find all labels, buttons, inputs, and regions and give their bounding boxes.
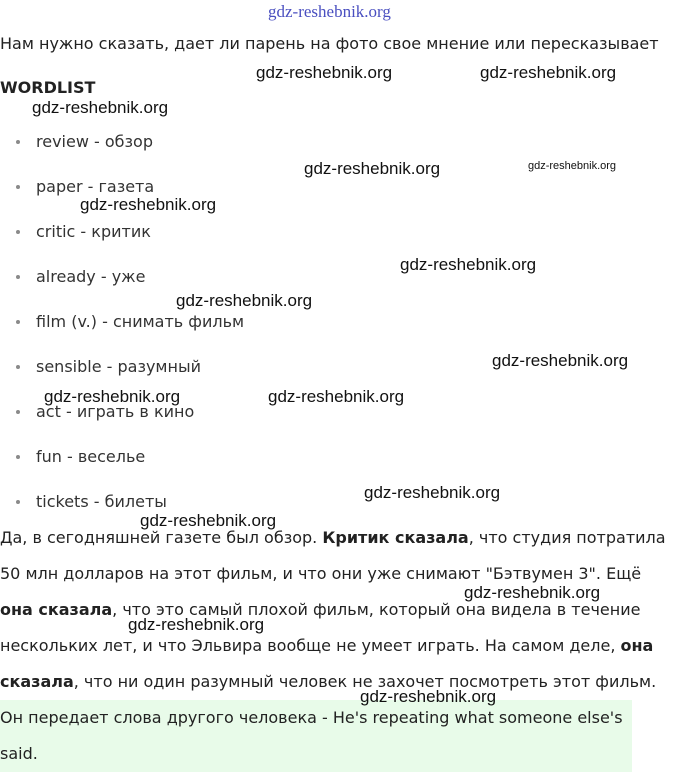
watermark: gdz-reshebnik.org	[480, 63, 617, 82]
bullet-icon	[16, 455, 20, 459]
watermark: gdz-reshebnik.org	[128, 615, 265, 634]
watermark: gdz-reshebnik.org	[304, 159, 441, 178]
emphasis: она сказала	[0, 600, 113, 619]
bullet-icon	[16, 365, 20, 369]
wordlist-title: WORDLIST	[0, 78, 96, 97]
intro-text: Нам нужно сказать, дает ли парень на фото свое мнение или пересказывает	[0, 34, 659, 53]
bullet-icon	[16, 275, 20, 279]
watermark: gdz-reshebnik.org	[268, 2, 391, 21]
watermark: gdz-reshebnik.org	[80, 195, 217, 214]
bullet-icon	[16, 140, 20, 144]
watermark: gdz-reshebnik.org	[268, 387, 405, 406]
emphasis: она сказала	[0, 636, 654, 691]
bullet-icon	[16, 500, 20, 504]
watermark: gdz-reshebnik.org	[32, 98, 169, 117]
watermark: gdz-reshebnik.org	[492, 351, 629, 370]
watermark: gdz-reshebnik.org	[464, 583, 601, 602]
bullet-icon	[16, 320, 20, 324]
watermark: gdz-reshebnik.org	[360, 687, 497, 706]
answer-paragraph: Да, в сегодняшней газете был обзор. Критик сказала, что студия потратила 50 млн долларов на этот фильм, и что они уже снимают "Бэтвумен 3". Ещё она сказала, что это самый плохой фильм, который она видела в течение нескольких лет, и что Эльвира вообще не умеет играть. На самом деле, она сказала, что ни один разумный человек не захочет посмотреть этот фильм.	[0, 528, 666, 691]
watermark: gdz-reshebnik.org	[400, 255, 537, 274]
bullet-icon	[16, 185, 20, 189]
watermark: gdz-reshebnik.org	[44, 387, 181, 406]
answer-text: Он передает слова другого человека - He's repeating what someone else's said.	[0, 708, 623, 763]
bullet-icon	[16, 410, 20, 414]
bullet-icon	[16, 230, 20, 234]
answer-highlight-box	[0, 700, 632, 772]
emphasis: Критик сказала	[322, 528, 469, 547]
watermark: gdz-reshebnik.org	[256, 63, 393, 82]
watermark: gdz-reshebnik.org	[364, 483, 501, 502]
watermark: gdz-reshebnik.org	[140, 511, 277, 530]
watermark: gdz-reshebnik.org	[176, 291, 313, 310]
watermark: gdz-reshebnik.org	[528, 160, 617, 172]
